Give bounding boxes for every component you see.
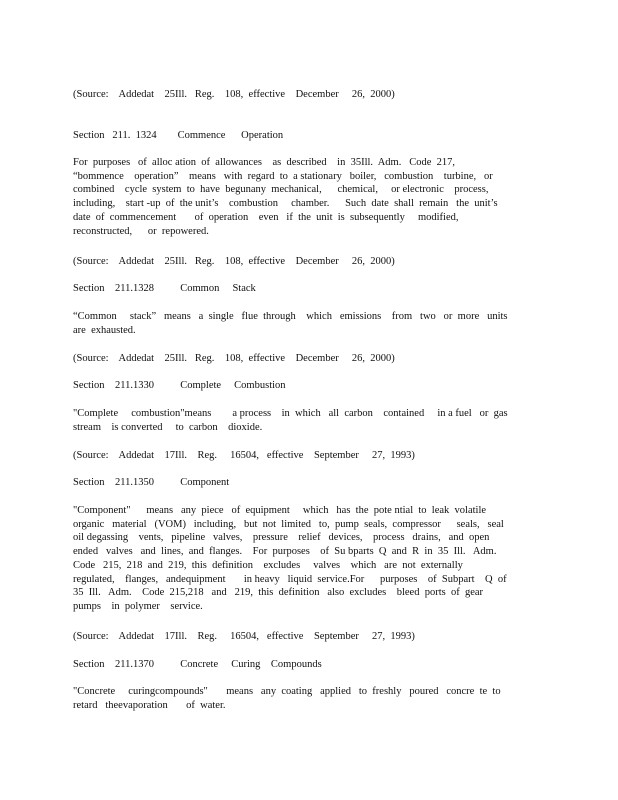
body-line: “bommence operation” means with regard to a stationary boiler, combustion turbine, or	[73, 170, 493, 182]
section-heading-1350: Section 211.1350 Component	[73, 477, 230, 488]
section-body-1350	[73, 504, 507, 614]
body-line: regulated, flanges, andequipment in heavy liquid service.For purposes of Subpart Q of	[73, 573, 507, 585]
section-body-1324	[73, 156, 503, 238]
body-line: reconstructed, or repowered.	[73, 225, 209, 237]
source-note: (Source: Addedat 17Ill. Reg. 16504, effective September 27, 1993)	[73, 631, 415, 642]
section-heading-1328: Section 211.1328 Common Stack	[73, 283, 256, 294]
body-line: pumps in polymer service.	[73, 600, 203, 612]
section-body-1370	[73, 685, 503, 712]
source-note: (Source: Addedat 25Ill. Reg. 108, effective December 26, 2000)	[73, 353, 395, 364]
body-line: 35 Ill. Adm. Code 215,218 and 219, this definition also excludes bleed ports of gear	[73, 587, 484, 599]
body-line: ended valves and lines, and flanges. For purposes of Su bparts Q and R in 35 Ill. Adm.	[73, 546, 497, 558]
section-body-1328	[73, 310, 508, 337]
section-body-1330	[73, 407, 508, 434]
source-note: (Source: Addedat 25Ill. Reg. 108, effective December 26, 2000)	[73, 256, 395, 267]
body-line: "Complete combustion"means a process in which all carbon contained in a fuel or gas	[73, 408, 508, 419]
body-line: date of commencement of operation even if the unit is subsequently modified,	[73, 211, 459, 223]
body-line: oil degassing vents, pipeline valves, pressure relief devices, process drains, and open	[73, 532, 490, 544]
body-line: including, start -up of the unit’s combustion chamber. Such date shall remain the unit’s	[73, 198, 498, 210]
body-line: retard theevaporation of water.	[73, 699, 226, 711]
body-line: are exhausted.	[73, 324, 136, 336]
body-line: "Component" means any piece of equipment which has the pote ntial to leak volatile	[73, 505, 487, 516]
body-line: organic material (VOM) including, but not limited to, pump seals, compressor seals, seal	[73, 518, 504, 530]
body-line: For purposes of alloc ation of allowances as described in 35Ill. Adm. Code 217,	[73, 157, 456, 168]
body-line: "Concrete curingcompounds" means any coating applied to freshly poured concre te to	[73, 686, 501, 697]
body-line: Code 215, 218 and 219, this definition excludes valves which are not externally	[73, 559, 463, 571]
source-note: (Source: Addedat 25Ill. Reg. 108, effective December 26, 2000)	[73, 89, 395, 100]
source-note: (Source: Addedat 17Ill. Reg. 16504, effective September 27, 1993)	[73, 450, 415, 461]
body-line: stream is converted to carbon dioxide.	[73, 421, 263, 433]
section-heading-1370: Section 211.1370 Concrete Curing Compounds	[73, 659, 322, 670]
section-heading-1324: Section 211. 1324 Commence Operation	[73, 130, 284, 141]
body-line: combined cycle system to have begunany mechanical, chemical, or electronic process,	[73, 184, 489, 196]
section-heading-1330: Section 211.1330 Complete Combustion	[73, 380, 286, 391]
body-line: “Common stack” means a single flue through which emissions from two or more units	[73, 311, 508, 322]
